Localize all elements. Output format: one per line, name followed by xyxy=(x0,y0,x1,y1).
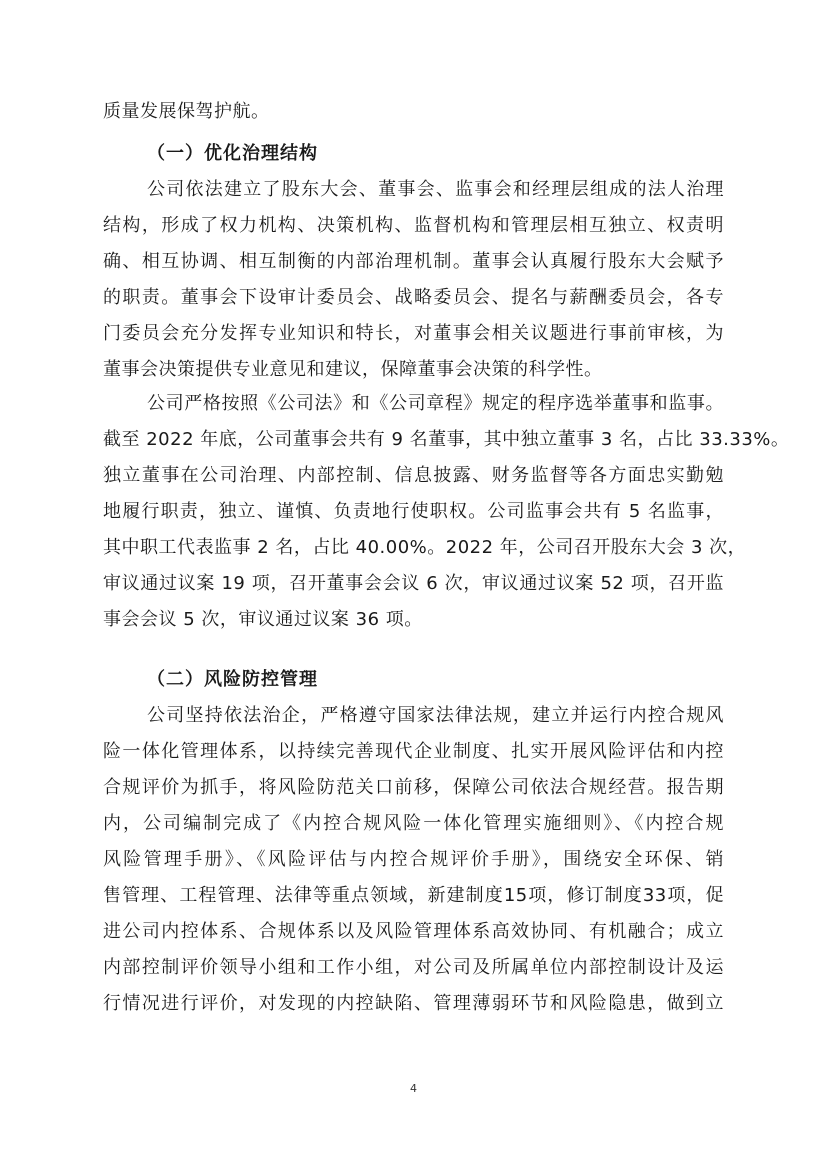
paragraph-line: 公司严格按照《公司法》和《公司章程》规定的程序选举董事和监事。 xyxy=(147,393,724,414)
paragraph-line: 董事会决策提供专业意见和建议，保障董事会决策的科学性。 xyxy=(103,359,603,380)
paragraph-line: 的职责。董事会下设审计委员会、战略委员会、提名与薪酬委员会，各专 xyxy=(103,287,724,308)
paragraph-line: 确、相互协调、相互制衡的内部治理机制。董事会认真履行股东大会赋予 xyxy=(103,251,724,272)
paragraph-line: 地履行职责，独立、谨慎、负责地行使职权。公司监事会共有 5 名监事， xyxy=(103,501,724,522)
paragraph-line: 门委员会充分发挥专业知识和特长，对董事会相关议题进行事前审核，为 xyxy=(103,323,724,344)
paragraph-line: 进公司内控体系、合规体系以及风险管理体系高效协同、有机融合；成立 xyxy=(103,921,724,942)
paragraph-line: 公司依法建立了股东大会、董事会、监事会和经理层组成的法人治理 xyxy=(147,179,724,200)
paragraph-line: 行情况进行评价，对发现的内控缺陷、管理薄弱环节和风险隐患，做到立 xyxy=(103,993,724,1014)
paragraph-line: 合规评价为抓手，将风险防范关口前移，保障公司依法合规经营。报告期 xyxy=(103,777,724,798)
section-heading: （一）优化治理结构 xyxy=(147,143,318,164)
section-heading: （二）风险防控管理 xyxy=(147,669,318,690)
paragraph-line: 截至 2022 年底，公司董事会共有 9 名董事，其中独立董事 3 名，占比 33.33%。 xyxy=(103,429,790,450)
paragraph-line: 事会会议 5 次，审议通过议案 36 项。 xyxy=(103,609,423,630)
paragraph-line: 售管理、工程管理、法律等重点领域，新建制度15项，修订制度33项，促 xyxy=(103,885,724,906)
paragraph-line: 公司坚持依法治企，严格遵守国家法律法规，建立并运行内控合规风 xyxy=(147,705,724,726)
paragraph-line: 其中职工代表监事 2 名，占比 40.00%。2022 年，公司召开股东大会 3 次， xyxy=(103,537,747,558)
paragraph-line: 内部控制评价领导小组和工作小组，对公司及所属单位内部控制设计及运 xyxy=(103,957,724,978)
paragraph-line: 内，公司编制完成了《内控合规风险一体化管理实施细则》、《内控合规 xyxy=(103,813,724,834)
paragraph-line: 风险管理手册》、《风险评估与内控合规评价手册》，围绕安全环保、销 xyxy=(103,849,724,870)
paragraph-line: 险一体化管理体系，以持续完善现代企业制度、扎实开展风险评估和内控 xyxy=(103,741,724,762)
paragraph-line: 独立董事在公司治理、内部控制、信息披露、财务监督等各方面忠实勤勉 xyxy=(103,465,724,486)
page-number: 4 xyxy=(410,1082,417,1095)
paragraph-line: 结构，形成了权力机构、决策机构、监督机构和管理层相互独立、权责明 xyxy=(103,215,724,236)
paragraph-line: 审议通过议案 19 项，召开董事会会议 6 次，审议通过议案 52 项，召开监 xyxy=(103,573,724,594)
paragraph-line: 质量发展保驾护航。 xyxy=(103,101,270,122)
